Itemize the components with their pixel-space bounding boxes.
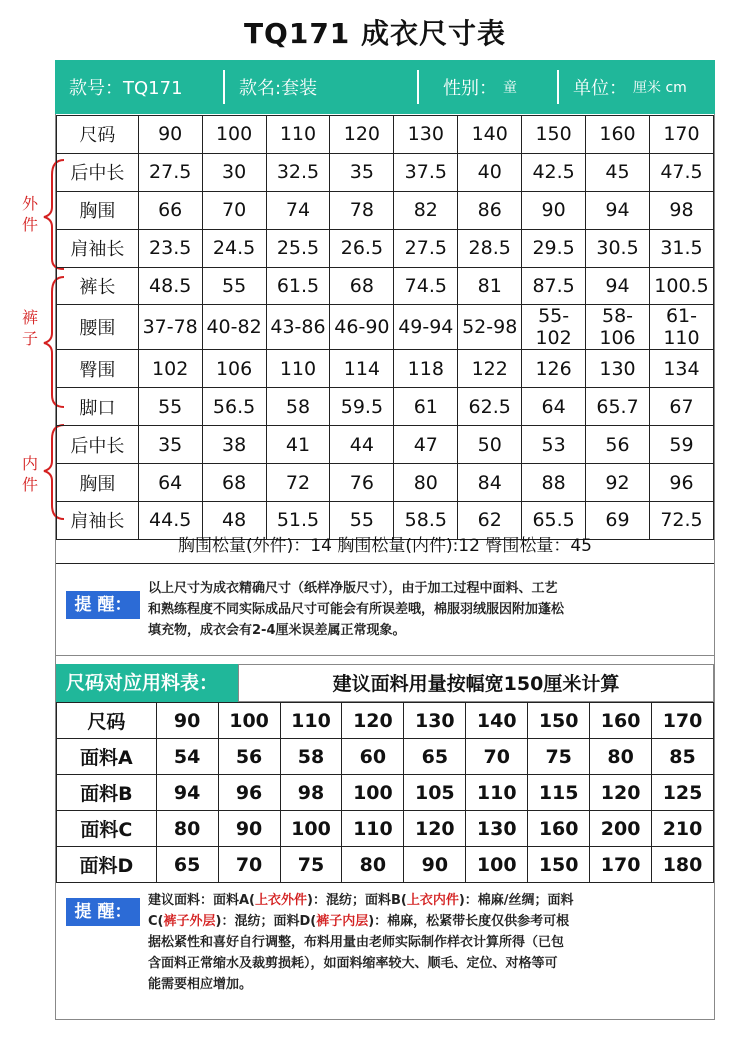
size-cell: 53 (522, 426, 586, 464)
size-header-row (57, 116, 714, 154)
size-cell: 61-110 (649, 305, 713, 350)
group-label-inner: 内件 (21, 454, 38, 494)
reminder-box-2 (56, 882, 714, 1018)
style-name: 款名:套装 (239, 78, 318, 99)
size-cell: 40-82 (202, 305, 266, 350)
size-cell: 48.5 (138, 267, 202, 305)
size-row (57, 388, 714, 426)
size-cell: 25.5 (266, 229, 330, 267)
gender (419, 60, 557, 114)
fabric-cell: 90 (404, 847, 466, 883)
size-row (57, 229, 714, 267)
size-cell: 98 (649, 191, 713, 229)
fabric-cell: 70 (218, 847, 280, 883)
size-row-label: 脚口 (57, 388, 139, 426)
size-cell: 81 (458, 267, 522, 305)
size-row (57, 191, 714, 229)
fabric-cell: 80 (590, 739, 652, 775)
size-row-label: 胸围 (57, 464, 139, 502)
size-cell: 76 (330, 464, 394, 502)
size-row-label: 臀围 (57, 350, 139, 388)
size-cell: 61.5 (266, 267, 330, 305)
size-cell: 41 (266, 426, 330, 464)
page-title: TQ171 成衣尺寸表 (243, 17, 507, 50)
size-cell: 61 (394, 388, 458, 426)
size-cell: 94 (586, 191, 650, 229)
size-row-label: 后中长 (57, 426, 139, 464)
reminder-box (56, 564, 714, 656)
fabric-row-label: 尺码 (57, 703, 157, 739)
size-row (57, 350, 714, 388)
size-cell: 69 (586, 502, 650, 540)
size-cell: 78 (330, 191, 394, 229)
reminder-line: 和熟练程度不同实际成品尺寸可能会有所误差哦，棉服羽绒服因附加蓬松 (148, 602, 565, 617)
size-cell: 134 (649, 350, 713, 388)
fabric-cell: 110 (280, 703, 342, 739)
size-cell: 65.5 (522, 502, 586, 540)
reminder2-line-5: 能需要相应增加。 (148, 977, 253, 992)
size-cell: 126 (522, 350, 586, 388)
size-cell: 92 (586, 464, 650, 502)
fabric-cell: 70 (466, 739, 528, 775)
size-cell: 30 (202, 153, 266, 191)
size-cell: 49-94 (394, 305, 458, 350)
size-cell: 38 (202, 426, 266, 464)
fabric-cell: 200 (590, 811, 652, 847)
size-cell: 27.5 (394, 229, 458, 267)
size-cell: 88 (522, 464, 586, 502)
size-row (57, 426, 714, 464)
fabric-cell: 80 (342, 847, 404, 883)
size-cell: 48 (202, 502, 266, 540)
highlight-span: 上衣外件 (255, 893, 308, 908)
size-row-label: 肩袖长 (57, 502, 139, 540)
fabric-cell: 120 (590, 775, 652, 811)
size-cell: 40 (458, 153, 522, 191)
size-row-label: 肩袖长 (57, 229, 139, 267)
size-cell: 72 (266, 464, 330, 502)
size-cell: 102 (138, 350, 202, 388)
size-cell: 52-98 (458, 305, 522, 350)
size-cell: 28.5 (458, 229, 522, 267)
size-cell: 44.5 (138, 502, 202, 540)
fabric-row (57, 739, 714, 775)
size-cell: 46-90 (330, 305, 394, 350)
reminder-badge-2: 提 醒： (66, 898, 140, 926)
fabric-cell: 210 (652, 811, 714, 847)
size-cell: 44 (330, 426, 394, 464)
fabric-cell: 115 (528, 775, 590, 811)
fabric-row (57, 847, 714, 883)
fabric-cell: 125 (652, 775, 714, 811)
fabric-cell: 60 (342, 739, 404, 775)
style-number: 款号：TQ171 (69, 78, 183, 99)
size-cell: 51.5 (266, 502, 330, 540)
size-cell: 150 (522, 116, 586, 154)
fabric-cell: 110 (342, 811, 404, 847)
size-cell: 32.5 (266, 153, 330, 191)
highlight-span: 裤子外层 (163, 914, 216, 929)
fabric-cell: 100 (466, 847, 528, 883)
size-cell: 64 (522, 388, 586, 426)
fabric-cell: 100 (342, 775, 404, 811)
fabric-cell: 150 (528, 847, 590, 883)
size-cell: 120 (330, 116, 394, 154)
header-bar (55, 60, 715, 114)
fabric-cell: 130 (466, 811, 528, 847)
group-label-outer: 外件 (21, 194, 38, 234)
size-row (57, 464, 714, 502)
size-cell: 68 (202, 464, 266, 502)
size-cell: 70 (202, 191, 266, 229)
fabric-cell: 58 (280, 739, 342, 775)
size-cell: 87.5 (522, 267, 586, 305)
size-cell: 47 (394, 426, 458, 464)
size-cell: 59 (649, 426, 713, 464)
size-cell: 65.7 (586, 388, 650, 426)
size-cell: 74 (266, 191, 330, 229)
size-cell: 106 (202, 350, 266, 388)
fabric-bar-title: 尺码对应用料表： (56, 664, 238, 702)
size-cell: 66 (138, 191, 202, 229)
size-cell: 31.5 (649, 229, 713, 267)
fabric-row-label: 面料C (57, 811, 157, 847)
size-cell: 170 (649, 116, 713, 154)
fabric-cell: 65 (404, 739, 466, 775)
fabric-cell: 75 (280, 847, 342, 883)
fabric-cell: 160 (528, 811, 590, 847)
size-cell: 58-106 (586, 305, 650, 350)
fabric-cell: 100 (280, 811, 342, 847)
fabric-cell: 160 (590, 703, 652, 739)
fabric-cell: 90 (218, 811, 280, 847)
text-span: 建议面料：面料A( (148, 893, 256, 908)
reminder-badge: 提 醒： (66, 591, 140, 619)
size-cell: 45 (586, 153, 650, 191)
size-cell: 96 (649, 464, 713, 502)
text-span: )：棉麻/丝绸；面料 (458, 893, 574, 908)
text-span: )：混纺；面料B( (307, 893, 407, 908)
size-cell: 23.5 (138, 229, 202, 267)
size-cell: 30.5 (586, 229, 650, 267)
highlight-span: 裤子内层 (316, 914, 369, 929)
size-cell: 90 (138, 116, 202, 154)
fabric-cell: 54 (156, 739, 218, 775)
size-cell: 55 (330, 502, 394, 540)
size-cell: 80 (394, 464, 458, 502)
size-cell: 72.5 (649, 502, 713, 540)
size-cell: 62.5 (458, 388, 522, 426)
reminder2-line-4: 含面料正常缩水及裁剪损耗），如面料缩率较大、顺毛、定位、对格等可 (148, 956, 558, 971)
size-row-label: 后中长 (57, 153, 139, 191)
fabric-cell: 150 (528, 703, 590, 739)
size-cell: 55 (138, 388, 202, 426)
highlight-span: 上衣内件 (406, 893, 459, 908)
fabric-cell: 85 (652, 739, 714, 775)
size-cell: 35 (138, 426, 202, 464)
fabric-header-row (57, 703, 714, 739)
size-row-label: 胸围 (57, 191, 139, 229)
size-row (57, 153, 714, 191)
fabric-cell: 75 (528, 739, 590, 775)
fabric-row (57, 775, 714, 811)
size-cell: 118 (394, 350, 458, 388)
text-span: )：棉麻，松紧带长度仅供参考可根 (368, 914, 570, 929)
fabric-cell: 170 (590, 847, 652, 883)
reminder-line: 以上尺寸为成衣精确尺寸（纸样净版尺寸），由于加工过程中面料、工艺 (148, 581, 558, 596)
fabric-cell: 120 (404, 811, 466, 847)
reminder-text-2 (148, 890, 574, 995)
reminder-text (148, 578, 564, 641)
size-cell: 56 (586, 426, 650, 464)
unit-label: 单位： (573, 78, 627, 99)
size-cell: 37-78 (138, 305, 202, 350)
fabric-cell: 56 (218, 739, 280, 775)
size-cell: 84 (458, 464, 522, 502)
fabric-bar-note: 建议面料用量按幅宽150厘米计算 (238, 664, 714, 702)
size-cell: 130 (586, 350, 650, 388)
size-cell: 55-102 (522, 305, 586, 350)
size-row-label: 腰围 (57, 305, 139, 350)
size-cell: 140 (458, 116, 522, 154)
fabric-table-body (57, 703, 714, 883)
size-cell: 90 (522, 191, 586, 229)
fabric-cell: 65 (156, 847, 218, 883)
size-cell: 24.5 (202, 229, 266, 267)
size-cell: 82 (394, 191, 458, 229)
fabric-cell: 105 (404, 775, 466, 811)
size-row (57, 267, 714, 305)
reminder2-line-1 (148, 890, 574, 911)
reminder-line: 填充物，成衣会有2-4厘米误差属正常现象。 (148, 623, 406, 638)
fabric-row-label: 面料A (57, 739, 157, 775)
size-cell: 59.5 (330, 388, 394, 426)
size-cell: 130 (394, 116, 458, 154)
fabric-cell: 110 (466, 775, 528, 811)
unit (559, 60, 715, 114)
fabric-table (56, 702, 714, 883)
size-cell: 110 (266, 350, 330, 388)
size-cell: 62 (458, 502, 522, 540)
fabric-cell: 100 (218, 703, 280, 739)
size-cell: 94 (586, 267, 650, 305)
size-cell: 55 (202, 267, 266, 305)
size-row (57, 305, 714, 350)
size-cell: 122 (458, 350, 522, 388)
fabric-cell: 98 (280, 775, 342, 811)
size-cell: 114 (330, 350, 394, 388)
fabric-row-label: 面料D (57, 847, 157, 883)
fabric-cell: 130 (404, 703, 466, 739)
fabric-cell: 180 (652, 847, 714, 883)
size-cell: 160 (586, 116, 650, 154)
size-cell: 29.5 (522, 229, 586, 267)
ease-line: 胸围松量(外件)：14 胸围松量(内件):12 臀围松量：45 (56, 528, 714, 564)
fabric-row-label: 面料B (57, 775, 157, 811)
size-cell: 27.5 (138, 153, 202, 191)
fabric-cell: 90 (156, 703, 218, 739)
fabric-cell: 140 (466, 703, 528, 739)
size-cell: 43-86 (266, 305, 330, 350)
size-cell: 100 (202, 116, 266, 154)
fabric-cell: 120 (342, 703, 404, 739)
size-cell: 50 (458, 426, 522, 464)
text-span: C( (148, 914, 164, 929)
size-cell: 68 (330, 267, 394, 305)
fabric-cell: 96 (218, 775, 280, 811)
size-cell: 58 (266, 388, 330, 426)
size-row-label: 裤长 (57, 267, 139, 305)
unit-value: 厘米 cm (633, 80, 687, 96)
fabric-cell: 170 (652, 703, 714, 739)
gender-value: 童 (503, 80, 517, 96)
size-row-label: 尺码 (57, 116, 139, 154)
fabric-cell: 94 (156, 775, 218, 811)
size-cell: 110 (266, 116, 330, 154)
fabric-row (57, 811, 714, 847)
fabric-cell: 80 (156, 811, 218, 847)
group-label-pants: 裤子 (21, 308, 38, 348)
size-cell: 37.5 (394, 153, 458, 191)
size-cell: 35 (330, 153, 394, 191)
size-cell: 74.5 (394, 267, 458, 305)
reminder2-line-3: 据松紧性和喜好自行调整，布料用量由老师实际制作样衣计算所得（已包 (148, 935, 565, 950)
size-cell: 56.5 (202, 388, 266, 426)
size-cell: 67 (649, 388, 713, 426)
reminder2-line-2 (148, 911, 574, 932)
size-cell: 100.5 (649, 267, 713, 305)
size-table (56, 115, 714, 540)
size-cell: 64 (138, 464, 202, 502)
size-cell: 86 (458, 191, 522, 229)
text-span: )：混纺；面料D( (215, 914, 317, 929)
size-cell: 58.5 (394, 502, 458, 540)
gender-label: 性别： (443, 78, 497, 99)
size-cell: 26.5 (330, 229, 394, 267)
size-cell: 47.5 (649, 153, 713, 191)
size-table-body (57, 116, 714, 540)
size-cell: 42.5 (522, 153, 586, 191)
fabric-bar (56, 664, 714, 702)
